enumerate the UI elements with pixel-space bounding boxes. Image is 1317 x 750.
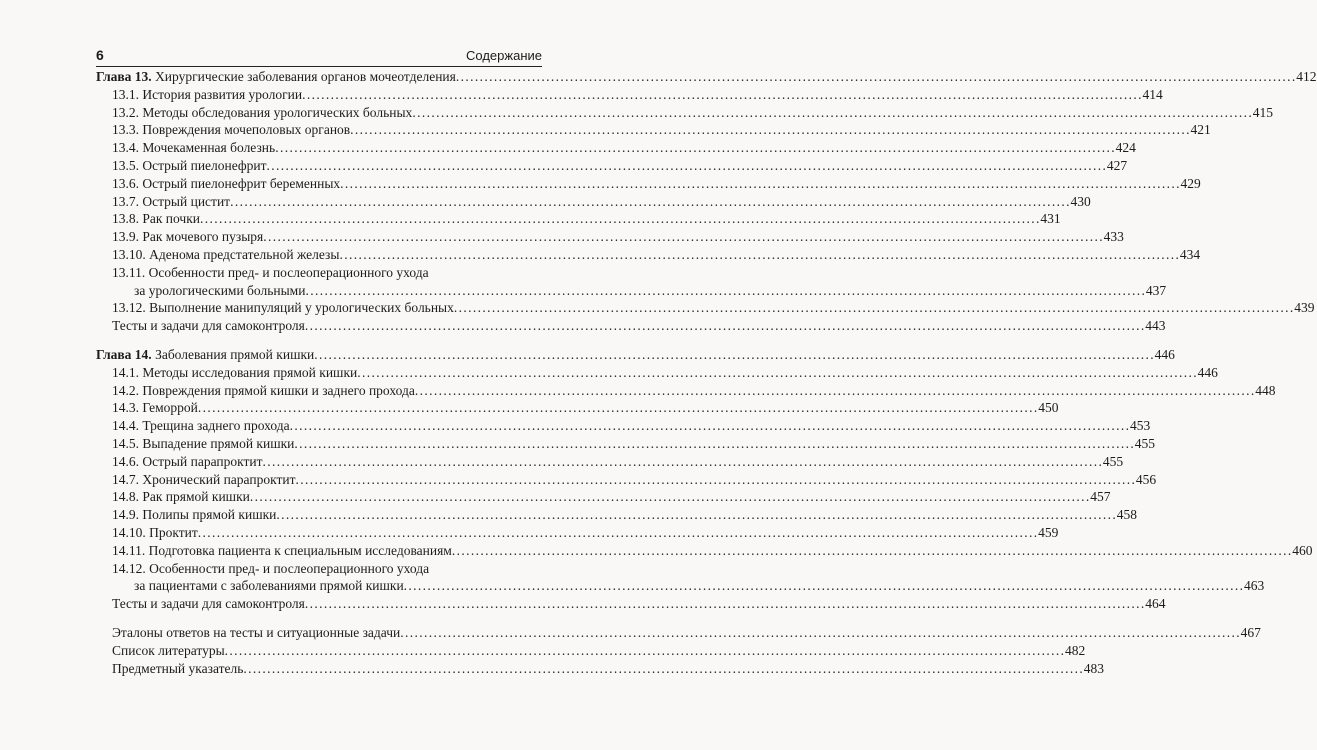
page-number: 6 [96,47,104,63]
toc-entry-title [112,624,400,642]
toc-entry[interactable] [96,364,1218,382]
toc-page-number: 427 [1106,157,1128,173]
toc-page-number: 450 [1038,400,1059,416]
toc-entry-title [112,175,340,193]
dot-leader [243,660,1081,678]
entry-title-text: 13.7. Острый цистит [112,193,231,209]
toc-page-number: 482 [1065,642,1086,658]
entry-title-text: 14.8. Рак прямой кишки [112,489,250,505]
toc-page-number: 439 [1294,300,1315,316]
toc-page-number: 453 [1130,418,1151,434]
dot-leader [295,471,1133,489]
toc-entry[interactable] [96,317,1166,335]
dot-leader [339,246,1177,264]
toc-entry-title [112,364,357,382]
toc-entry[interactable] [96,399,1059,417]
dot-leader [267,157,1105,175]
toc-page-number: 415 [1252,104,1273,120]
entry-title-text: 14.11. Подготовка пациента к специальным исследованиям [112,542,452,558]
toc-page-number: 446 [1154,346,1175,362]
toc-entry[interactable] [96,246,1201,264]
toc-entry[interactable] [96,175,1201,193]
toc-entry-title [112,264,429,282]
toc-entry[interactable] [96,506,1137,524]
toc-page-number: 463 [1244,578,1265,594]
toc-entry[interactable] [96,299,1315,317]
toc-page-number: 437 [1145,282,1167,298]
toc-entry[interactable] [96,660,1104,678]
toc-entry-title [96,68,456,86]
toc-entry-title [112,246,339,264]
toc-page-number: 424 [1115,140,1136,156]
entry-title-text: Тесты и задачи для самоконтроля [112,596,305,612]
toc-entry[interactable] [96,157,1128,175]
table-of-contents [96,68,1317,677]
toc-entry-title [112,560,429,578]
entry-title-text: 14.12. Особенности пред- и послеоперационного ухода [112,560,430,576]
toc-entry-title [112,453,263,471]
entry-title-text: 14.9. Полипы прямой кишки [112,507,277,523]
toc-entry[interactable] [96,577,1265,595]
running-head: Содержание [466,48,542,63]
page-header [96,46,542,67]
toc-entry-title [134,282,305,300]
entry-title-text: 14.1. Методы исследования прямой кишки [112,364,358,380]
dot-leader [340,175,1178,193]
entry-title-text: Заболевания прямой кишки [155,346,315,362]
toc-page-number: 459 [1038,524,1059,540]
toc-page-number: 467 [1240,624,1261,640]
toc-entry[interactable] [96,104,1273,122]
toc-page-number: 421 [1190,122,1211,138]
entry-title-text: за урологическими больными [134,282,306,298]
toc-chapter-entry[interactable] [96,346,1175,364]
toc-page-number: 434 [1179,246,1201,262]
toc-entry[interactable] [96,417,1151,435]
entry-title-text: Тесты и задачи для самоконтроля [112,318,305,334]
dot-leader [314,346,1152,364]
toc-page-number: 464 [1145,596,1166,612]
toc-entry[interactable] [96,624,1261,642]
entry-title-text: Предметный указатель [112,660,244,676]
toc-entry[interactable] [96,264,542,282]
toc-entry-title [112,139,275,157]
dot-leader [263,228,1101,246]
entry-title-text: Хирургические заболевания органов мочеотделения [155,69,456,84]
toc-page-number: 414 [1142,86,1163,102]
toc-page-number: 446 [1197,364,1218,380]
entry-title-text: 13.10. Аденома предстательной железы [112,246,340,262]
toc-entry[interactable] [96,542,1313,560]
toc-entry-title [112,86,302,104]
entry-title-text: Эталоны ответов на тесты и ситуационные задачи [112,624,401,640]
entry-title-text: 14.4. Трещина заднего прохода [112,418,290,434]
toc-entry-title [96,346,314,364]
entry-title-text: 13.11. Особенности пред- и послеоперационного ухода [112,264,429,280]
dot-leader [454,299,1292,317]
toc-entry-title [112,471,295,489]
entry-title-text: 14.10. Проктит [112,524,198,540]
dot-leader [412,104,1250,122]
toc-entry-title [112,417,290,435]
toc-entry-title [112,506,276,524]
toc-entry[interactable] [96,121,1211,139]
toc-entry[interactable] [96,282,1167,300]
toc-page-number: 429 [1180,175,1201,191]
toc-entry[interactable] [96,524,1059,542]
dot-leader [250,488,1088,506]
dot-leader [305,282,1143,300]
entry-title-text: 14.7. Хронический парапроктит [112,471,296,487]
toc-page-number: 443 [1145,318,1166,334]
toc-page-number: 430 [1070,193,1091,209]
dot-leader [415,382,1253,400]
toc-entry-title [112,104,412,122]
dot-leader [294,435,1132,453]
toc-entry[interactable] [96,210,1061,228]
dot-leader [350,121,1188,139]
toc-entry-title [112,317,305,335]
toc-entry[interactable] [96,435,1156,453]
toc-entry-title [112,299,454,317]
dot-leader [198,524,1036,542]
toc-page-number: 448 [1255,382,1276,398]
toc-entry[interactable] [96,453,1124,471]
toc-entry[interactable] [96,228,1124,246]
toc-page-number: 455 [1134,435,1156,451]
entry-title-text: 14.3. Геморрой [112,400,198,416]
dot-leader [404,577,1242,595]
dot-leader [452,542,1290,560]
chapter-label: Глава 13. [96,69,152,84]
toc-entry-title [112,210,200,228]
dot-leader [263,453,1101,471]
entry-title-text: 14.5. Выпадение прямой кишки [112,435,295,451]
toc-entry-title [112,382,415,400]
dot-leader [357,364,1195,382]
toc-entry[interactable] [96,86,1163,104]
entry-title-text: Список литературы [112,642,225,658]
dot-leader [225,642,1063,660]
toc-entry-title [112,399,198,417]
entry-title-text: 13.8. Рак почки [112,211,201,227]
toc-page-number: 483 [1083,660,1104,676]
toc-entry-title [112,121,350,139]
dot-leader [200,210,1038,228]
toc-entry-title [112,660,243,678]
toc-entry-title [112,435,294,453]
entry-title-text: 13.2. Методы обследования урологических больных [112,104,413,120]
toc-page-number: 456 [1135,471,1157,487]
toc-page-number: 458 [1116,507,1137,523]
toc-page-number: 457 [1090,489,1111,505]
toc-entry-title [112,524,198,542]
toc-gap [96,613,542,624]
toc-page-number: 433 [1103,229,1124,245]
toc-entry[interactable] [96,642,1086,660]
toc-page-number: 412 [1296,69,1317,84]
toc-entry-title [112,542,452,560]
toc-page-number: 455 [1102,453,1124,469]
entry-title-text: за пациентами с заболеваниями прямой кишки [134,578,404,594]
toc-entry[interactable] [96,488,1111,506]
entry-title-text: 14.2. Повреждения прямой кишки и заднего прохода [112,382,415,398]
toc-entry[interactable] [96,193,1091,211]
dot-leader [275,139,1113,157]
toc-page-number: 431 [1040,211,1061,227]
toc-entry-title [112,193,230,211]
toc-chapter-entry[interactable] [96,68,1317,86]
toc-entry-title [112,157,267,175]
dot-leader [302,86,1140,104]
dot-leader [456,68,1294,86]
dot-leader [305,595,1143,613]
entry-title-text: 13.9. Рак мочевого пузыря [112,229,264,245]
entry-title-text: 13.4. Мочекаменная болезнь [112,140,276,156]
dot-leader [198,399,1036,417]
entry-title-text: 14.6. Острый парапроктит [112,453,263,469]
toc-entry[interactable] [96,139,1136,157]
toc-entry[interactable] [96,382,1276,400]
dot-leader [400,624,1238,642]
toc-entry[interactable] [96,471,1157,489]
toc-entry[interactable] [96,595,1166,613]
toc-page-number: 460 [1292,542,1313,558]
entry-title-text: 13.3. Повреждения мочеполовых органов [112,122,351,138]
toc-gap [96,335,542,346]
dot-leader [230,193,1068,211]
toc-entry-title [112,228,263,246]
dot-leader [305,317,1143,335]
dot-leader [276,506,1114,524]
chapter-label: Глава 14. [96,346,152,362]
entry-title-text: 13.5. Острый пиелонефрит [112,157,267,173]
toc-entry[interactable] [96,560,542,578]
entry-title-text: 13.12. Выполнение манипуляций у урологических больных [112,300,454,316]
entry-title-text: 13.6. Острый пиелонефрит беременных [112,175,341,191]
toc-entry-title [112,642,225,660]
toc-entry-title [112,488,250,506]
toc-entry-title [134,577,404,595]
entry-title-text: 13.1. История развития урологии [112,86,303,102]
toc-entry-title [112,595,305,613]
dot-leader [290,417,1128,435]
